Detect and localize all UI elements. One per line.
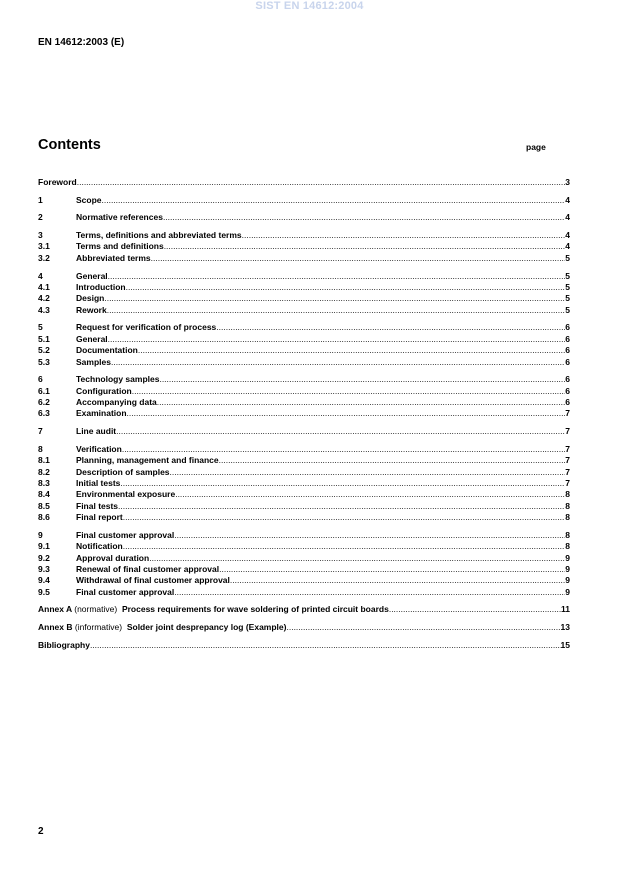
toc-entry-annex-b[interactable] <box>38 622 570 633</box>
toc-page: 8 <box>565 512 570 523</box>
leader-dots <box>174 530 565 541</box>
leader-dots <box>90 640 561 651</box>
toc-page: 7 <box>565 426 570 437</box>
toc-title: Rework <box>76 304 107 315</box>
leader-dots <box>104 293 565 304</box>
toc-entry[interactable] <box>38 357 570 368</box>
toc-number: 9.4 <box>38 575 50 586</box>
leader-dots <box>122 444 565 455</box>
toc-page: 15 <box>560 639 570 650</box>
toc-page: 4 <box>565 230 570 241</box>
toc-number: 8.5 <box>38 500 50 511</box>
toc-number: 3.2 <box>38 252 50 263</box>
toc-annex-title <box>38 622 286 633</box>
toc-title: General <box>76 270 108 281</box>
toc-title: Request for verification of process <box>76 322 217 333</box>
leader-dots <box>163 212 565 223</box>
toc-number: 9 <box>38 529 43 540</box>
toc-page: 7 <box>565 477 570 488</box>
toc-entry[interactable] <box>38 386 570 397</box>
watermark: SIST EN 14612:2004 <box>255 0 364 12</box>
toc-number: 6 <box>38 374 43 385</box>
toc-page: 8 <box>565 489 570 500</box>
toc-entry[interactable] <box>38 455 570 466</box>
toc-title: Planning, management and finance <box>76 455 219 466</box>
leader-dots <box>107 305 566 316</box>
toc-entry[interactable] <box>38 501 570 512</box>
toc-page: 7 <box>565 455 570 466</box>
toc-entry-bibliography[interactable] <box>38 640 570 651</box>
toc-entry[interactable] <box>38 334 570 345</box>
toc-entry[interactable] <box>38 195 570 206</box>
leader-dots <box>132 386 566 397</box>
toc-title: Initial tests <box>76 477 121 488</box>
toc-page: 6 <box>565 397 570 408</box>
leader-dots <box>77 177 566 188</box>
toc-number: 7 <box>38 426 43 437</box>
toc-page: 6 <box>565 356 570 367</box>
toc-page: 6 <box>565 322 570 333</box>
toc-title: Scope <box>76 194 102 205</box>
toc-title: Final customer approval <box>76 586 175 597</box>
toc-page: 7 <box>565 443 570 454</box>
toc-entry[interactable] <box>38 305 570 316</box>
toc-title: Samples <box>76 356 111 367</box>
toc-number: 5.3 <box>38 356 50 367</box>
leader-dots <box>174 587 565 598</box>
toc-page: 4 <box>565 241 570 252</box>
toc-entry[interactable] <box>38 322 570 333</box>
table-of-contents <box>38 177 570 651</box>
toc-page: 13 <box>560 622 570 633</box>
toc-title: Terms and definitions <box>76 241 164 252</box>
annex-qualifier: (normative) <box>74 604 118 615</box>
toc-number: 5.1 <box>38 333 50 344</box>
leader-dots <box>389 604 561 615</box>
leader-dots <box>164 241 566 252</box>
toc-page: 11 <box>561 604 570 615</box>
toc-page: 7 <box>565 466 570 477</box>
toc-entry[interactable] <box>38 553 570 564</box>
toc-title: Accompanying data <box>76 397 157 408</box>
toc-number: 5 <box>38 322 43 333</box>
toc-entry-annex-a[interactable] <box>38 604 570 615</box>
toc-number: 3.1 <box>38 241 50 252</box>
toc-title: Documentation <box>76 345 138 356</box>
toc-page: 7 <box>565 408 570 419</box>
toc-title: Environmental exposure <box>76 489 176 500</box>
toc-page: 5 <box>565 281 570 292</box>
toc-title: Technology samples <box>76 374 160 385</box>
annex-qualifier: (informative) <box>74 622 123 633</box>
toc-number: 6.1 <box>38 385 50 396</box>
toc-entry[interactable] <box>38 444 570 455</box>
toc-title: Approval duration <box>76 552 150 563</box>
toc-number: 3 <box>38 230 43 241</box>
page-column-label: page <box>526 142 546 152</box>
leader-dots <box>170 467 566 478</box>
toc-page: 8 <box>565 529 570 540</box>
toc-title: Final report <box>76 512 123 523</box>
leader-dots <box>111 357 565 368</box>
toc-number: 9.5 <box>38 586 50 597</box>
leader-dots <box>157 397 565 408</box>
contents-title: Contents <box>38 137 101 153</box>
toc-annex-title <box>38 604 389 615</box>
leader-dots <box>219 455 566 466</box>
toc-title: Design <box>76 293 105 304</box>
toc-title: Withdrawal of final customer approval <box>76 575 230 586</box>
document-id: EN 14612:2003 (E) <box>38 37 125 48</box>
toc-page: 9 <box>565 575 570 586</box>
leader-dots <box>242 230 566 241</box>
toc-entry[interactable] <box>38 426 570 437</box>
toc-entry[interactable] <box>38 489 570 500</box>
toc-number: 4.1 <box>38 281 50 292</box>
toc-title: Verification <box>76 443 122 454</box>
toc-entry[interactable] <box>38 575 570 586</box>
page-number: 2 <box>38 826 44 837</box>
toc-title: Normative references <box>76 212 163 223</box>
toc-number: 9.1 <box>38 541 50 552</box>
toc-title: Terms, definitions and abbreviated terms <box>76 230 242 241</box>
toc-page: 4 <box>565 212 570 223</box>
leader-dots <box>216 322 565 333</box>
toc-entry[interactable] <box>38 564 570 575</box>
toc-title: Foreword <box>38 177 77 187</box>
leader-dots <box>108 334 566 345</box>
toc-page: 4 <box>565 194 570 205</box>
toc-number: 6.2 <box>38 397 50 408</box>
leader-dots <box>219 564 565 575</box>
toc-page: 8 <box>565 500 570 511</box>
toc-page: 9 <box>565 586 570 597</box>
toc-title: Final tests <box>76 500 119 511</box>
toc-entry[interactable] <box>38 512 570 523</box>
toc-entry[interactable] <box>38 408 570 419</box>
toc-title: Description of samples <box>76 466 170 477</box>
leader-dots <box>151 253 566 264</box>
annex-heading: Solder joint desprepancy log (Example) <box>126 622 287 633</box>
leader-dots <box>138 345 565 356</box>
toc-entry[interactable] <box>38 241 570 252</box>
annex-label: Annex B <box>38 622 73 633</box>
toc-entry[interactable] <box>38 271 570 282</box>
toc-number: 4.2 <box>38 293 50 304</box>
toc-page: 6 <box>565 345 570 356</box>
toc-entry[interactable] <box>38 530 570 541</box>
toc-number: 2 <box>38 212 43 223</box>
toc-number: 1 <box>38 194 43 205</box>
toc-page: 5 <box>565 270 570 281</box>
toc-page: 8 <box>565 541 570 552</box>
toc-page: 9 <box>565 552 570 563</box>
toc-title: Configuration <box>76 385 132 396</box>
annex-heading: Process requirements for wave soldering of printed circuit boards <box>121 604 389 615</box>
leader-dots <box>159 374 565 385</box>
toc-page: 9 <box>565 564 570 574</box>
leader-dots <box>108 271 566 282</box>
leader-dots <box>116 426 565 437</box>
leader-dots <box>123 512 566 523</box>
leader-dots <box>149 553 565 564</box>
toc-number: 8.6 <box>38 512 50 523</box>
leader-dots <box>102 195 566 206</box>
toc-title: Abbreviated terms <box>76 252 151 263</box>
leader-dots <box>286 622 560 633</box>
toc-entry[interactable] <box>38 478 570 489</box>
leader-dots <box>118 501 565 512</box>
toc-entry[interactable] <box>38 230 570 241</box>
toc-entry[interactable] <box>38 374 570 385</box>
toc-title: Final customer approval <box>76 529 175 540</box>
leader-dots <box>120 478 565 489</box>
toc-number: 8 <box>38 443 43 454</box>
toc-page: 5 <box>565 304 570 315</box>
toc-entry-foreword[interactable] <box>38 177 570 188</box>
toc-entry[interactable] <box>38 541 570 552</box>
annex-label: Annex A <box>38 604 72 615</box>
toc-entry[interactable] <box>38 467 570 478</box>
toc-title: Introduction <box>76 281 126 292</box>
toc-entry[interactable] <box>38 345 570 356</box>
toc-number: 8.2 <box>38 466 50 477</box>
toc-number: 9.2 <box>38 552 50 563</box>
toc-entry[interactable] <box>38 212 570 223</box>
leader-dots <box>127 408 566 419</box>
toc-number: 8.1 <box>38 455 50 466</box>
toc-page: 5 <box>565 252 570 263</box>
toc-number: 6.3 <box>38 408 50 419</box>
toc-page: 5 <box>565 293 570 304</box>
toc-entry[interactable] <box>38 587 570 598</box>
toc-title: Examination <box>76 408 127 419</box>
toc-title: Notification <box>76 541 123 552</box>
toc-number: 5.2 <box>38 345 50 356</box>
toc-title: Renewal of final customer approval <box>76 564 220 574</box>
toc-page: 6 <box>565 333 570 344</box>
toc-title: Line audit <box>76 426 117 437</box>
toc-number: 4 <box>38 270 43 281</box>
toc-title: Bibliography <box>38 639 90 650</box>
toc-page: 6 <box>565 374 570 385</box>
toc-entry[interactable] <box>38 293 570 304</box>
toc-page: 3 <box>565 177 570 187</box>
toc-entry[interactable] <box>38 397 570 408</box>
leader-dots <box>230 575 565 586</box>
leader-dots <box>175 489 565 500</box>
toc-entry[interactable] <box>38 253 570 264</box>
leader-dots <box>123 541 566 552</box>
toc-number: 4.3 <box>38 304 50 315</box>
toc-title: General <box>76 333 108 344</box>
toc-page: 6 <box>565 385 570 396</box>
toc-entry[interactable] <box>38 282 570 293</box>
toc-number: 8.4 <box>38 489 50 500</box>
toc-number: 8.3 <box>38 477 50 488</box>
leader-dots <box>126 282 566 293</box>
toc-number: 9.3 <box>38 564 50 574</box>
